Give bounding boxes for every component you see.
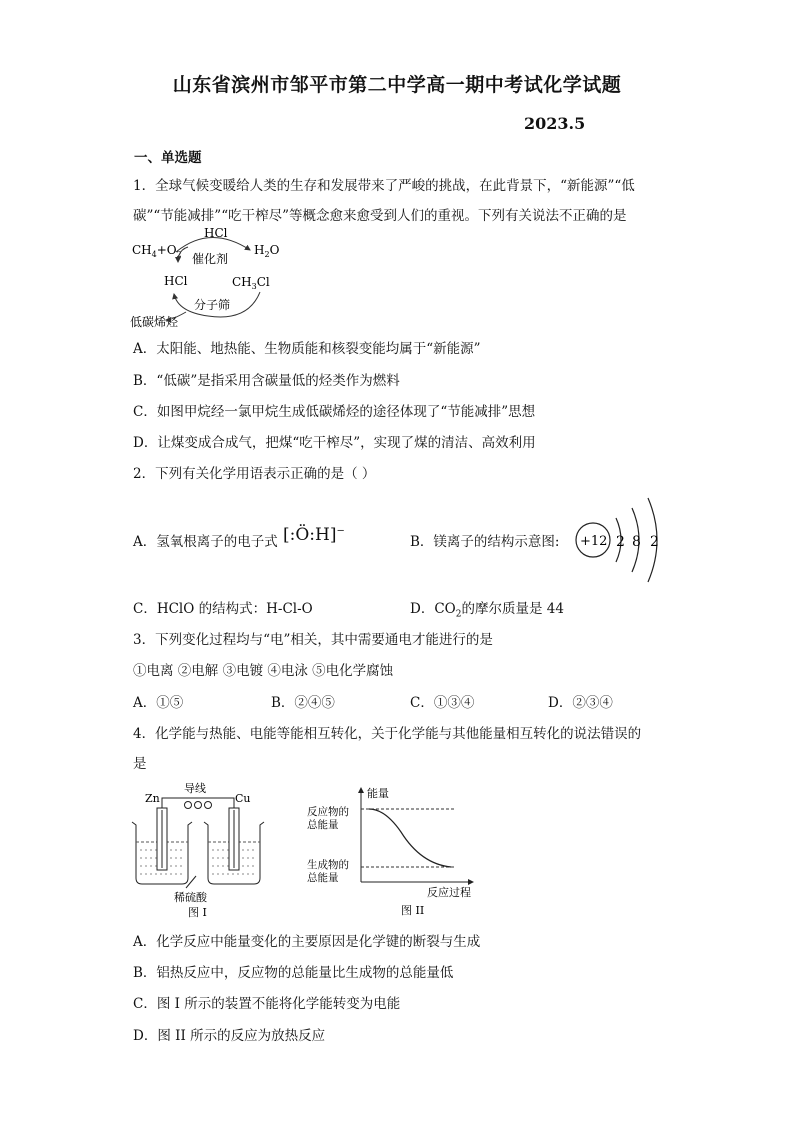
q1-chloromethane: $CH_3Cl$ (232, 275, 270, 291)
q1-option-c: C．如图甲烷经一氯甲烷生成低碳烯烃的途径体现了“节能减排”思想 (133, 404, 536, 420)
section-heading: 一、单选题 (134, 150, 202, 166)
fig1-wire-label: 导线 (184, 782, 206, 795)
q4-option-a: A．化学反应中能量变化的主要原因是化学键的断裂与生成 (133, 934, 481, 950)
fig1-caption: 图 I (188, 906, 207, 919)
q1-hcl-top: HCl (204, 226, 228, 240)
q1-reactants: $CH_4+O_2$ (132, 243, 182, 259)
q2-shell-3: 2 (650, 534, 659, 550)
q2-option-d: D．$CO_2$的摩尔质量是 44 (410, 601, 564, 620)
fig2-product-label-a: 生成物的 (307, 859, 349, 871)
q2-shell-2: 8 (632, 534, 641, 550)
exam-date: 2023.5 (524, 114, 586, 133)
q3-items: ①电离 ②电解 ③电镀 ④电泳 ⑤电化学腐蚀 (133, 663, 394, 679)
q3-option-a: A．①⑤ (133, 695, 184, 711)
q2-shell-1: 2 (616, 534, 625, 550)
q1-sieve-label: 分子筛 (194, 298, 231, 312)
q4-option-b: B．铝热反应中，反应物的总能量比生成物的总能量低 (133, 965, 454, 981)
q1-water: $H_2O$ (254, 243, 280, 259)
q4-figure-1 (128, 780, 268, 920)
q4-option-c: C．图 I 所示的装置不能将化学能转变为电能 (133, 996, 401, 1012)
fig1-acid-label: 稀硫酸 (174, 891, 207, 904)
q1-stem-line2: 碳”“节能减排”“吃干榨尽”等概念愈来愈受到人们的重视。下列有关说法不正确的是 (133, 208, 627, 224)
q2-option-c: C．HClO 的结构式：H-Cl-O (133, 601, 313, 617)
q1-stem-line1: 1．全球气候变暖给人类的生存和发展带来了严峻的挑战，在此背景下，“新能源”“低 (133, 178, 635, 194)
q3-stem: 3．下列变化过程均与“电”相关，其中需要通电才能进行的是 (133, 632, 493, 648)
q4-stem-line2: 是 (133, 756, 147, 772)
q1-option-b: B．“低碳”是指采用含碳量低的烃类作为燃料 (133, 373, 400, 389)
q1-olefin-label: 低碳烯烃 (130, 315, 179, 329)
fig2-product-label-b: 总能量 (307, 872, 339, 884)
q4-figure-2 (305, 782, 485, 920)
fig2-caption: 图 II (401, 904, 425, 917)
page-title: 山东省滨州市邹平市第二中学高一期中考试化学试题 (172, 74, 622, 96)
q2-mg-ion-diagram (566, 488, 668, 588)
q4-stem-line1: 4．化学能与热能、电能等能相互转化，关于化学能与其他能量相互转化的说法错误的 (133, 726, 642, 742)
q1-option-a: A．太阳能、地热能、生物质能和核裂变能均属于“新能源” (133, 341, 481, 357)
fig2-reactant-label-b: 总能量 (307, 819, 339, 831)
fig2-energy-curve (369, 809, 451, 867)
q1-hcl-left: HCl (164, 274, 188, 288)
fig2-reactant-label-a: 反应物的 (307, 806, 349, 818)
q3-option-c: C．①③④ (410, 695, 475, 711)
q2-nucleus: +12 (580, 534, 608, 549)
fig1-cu-label: Cu (235, 792, 251, 805)
q2-option-a-formula: [:Ö:H]− (283, 525, 345, 545)
fig2-xlabel: 反应过程 (427, 886, 471, 899)
q2-option-a-label: A．氢氧根离子的电子式 (133, 534, 278, 550)
q1-catalyst-label: 催化剂 (192, 252, 229, 266)
q1-cycle-diagram (128, 222, 298, 330)
q3-option-d: D．②③④ (548, 695, 613, 711)
q4-option-d: D．图 II 所示的反应为放热反应 (133, 1028, 326, 1044)
fig2-ylabel: 能量 (367, 787, 389, 800)
q2-stem: 2．下列有关化学用语表示正确的是（ ） (133, 466, 376, 482)
q2-option-b-label: B．镁离子的结构示意图: (410, 534, 560, 550)
fig1-zn-label: Zn (145, 792, 160, 805)
q1-option-d: D．让煤变成合成气，把煤“吃干榨尽”，实现了煤的清洁、高效利用 (133, 435, 536, 451)
q3-option-b: B．②④⑤ (271, 695, 335, 711)
